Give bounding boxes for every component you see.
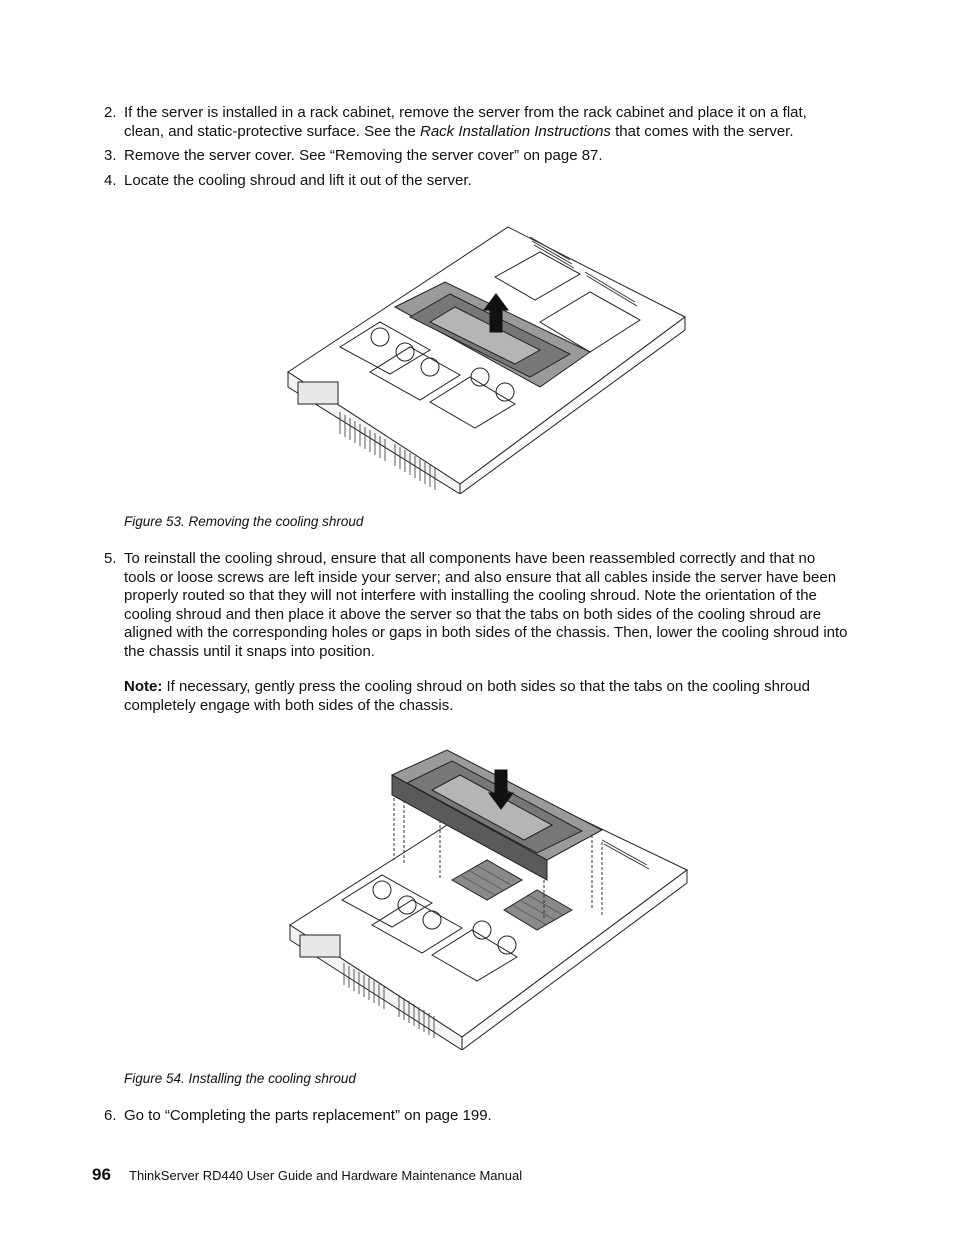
step-text: To reinstall the cooling shroud, ensure that all components have been reassembled correctly and that no tools or loose screws are left inside your server; and also ensure that all cables inside the server have been properly routed so that they will not interfere with installing the cooling shroud. Note the orientation of the cooling shroud and then place it above the server so that the tabs on both sides of the cooling shroud are aligned with the corresponding holes or gaps in both sides of the chassis. Then, lower the cooling shroud into the chassis until it snaps into position.	[124, 550, 848, 660]
server-shroud-removal-illustration	[280, 222, 690, 494]
step-text: Locate the cooling shroud and lift it out of the server.	[124, 172, 472, 189]
step-3	[104, 147, 849, 166]
step-4	[104, 172, 849, 191]
step-number: 6.	[104, 1107, 117, 1124]
step-6	[104, 1107, 849, 1126]
step-text-part: that comes with the server.	[610, 122, 794, 140]
figure-54-caption: Figure 54. Installing the cooling shroud	[124, 1071, 356, 1086]
step-number: 3.	[104, 147, 117, 164]
step-text	[124, 104, 849, 141]
note	[124, 678, 849, 715]
note-text: If necessary, gently press the cooling shroud on both sides so that the tabs on the cooling shroud completely engage with both sides of the chassis.	[124, 678, 810, 714]
step-5	[104, 550, 849, 661]
step-number: 4.	[104, 172, 117, 189]
server-shroud-installation-illustration	[282, 745, 690, 1050]
step-text: Remove the server cover. See “Removing the server cover” on page 87.	[124, 147, 603, 164]
step-text-part: If the server is installed in a rack cabinet, remove the server from the rack cabinet and place it on a flat, clean, and static-protective surface. See the	[124, 104, 807, 140]
step-text: Go to “Completing the parts replacement” on page 199.	[124, 1107, 492, 1124]
page-number: 96	[92, 1165, 111, 1184]
footer-title: ThinkServer RD440 User Guide and Hardware Maintenance Manual	[129, 1168, 523, 1183]
note-label: Note:	[124, 678, 163, 695]
step-number: 5.	[104, 550, 117, 567]
document-reference: Rack Installation Instructions	[420, 122, 611, 140]
step-2	[104, 104, 849, 141]
figure-53-caption: Figure 53. Removing the cooling shroud	[124, 514, 364, 529]
step-number: 2.	[104, 104, 117, 121]
